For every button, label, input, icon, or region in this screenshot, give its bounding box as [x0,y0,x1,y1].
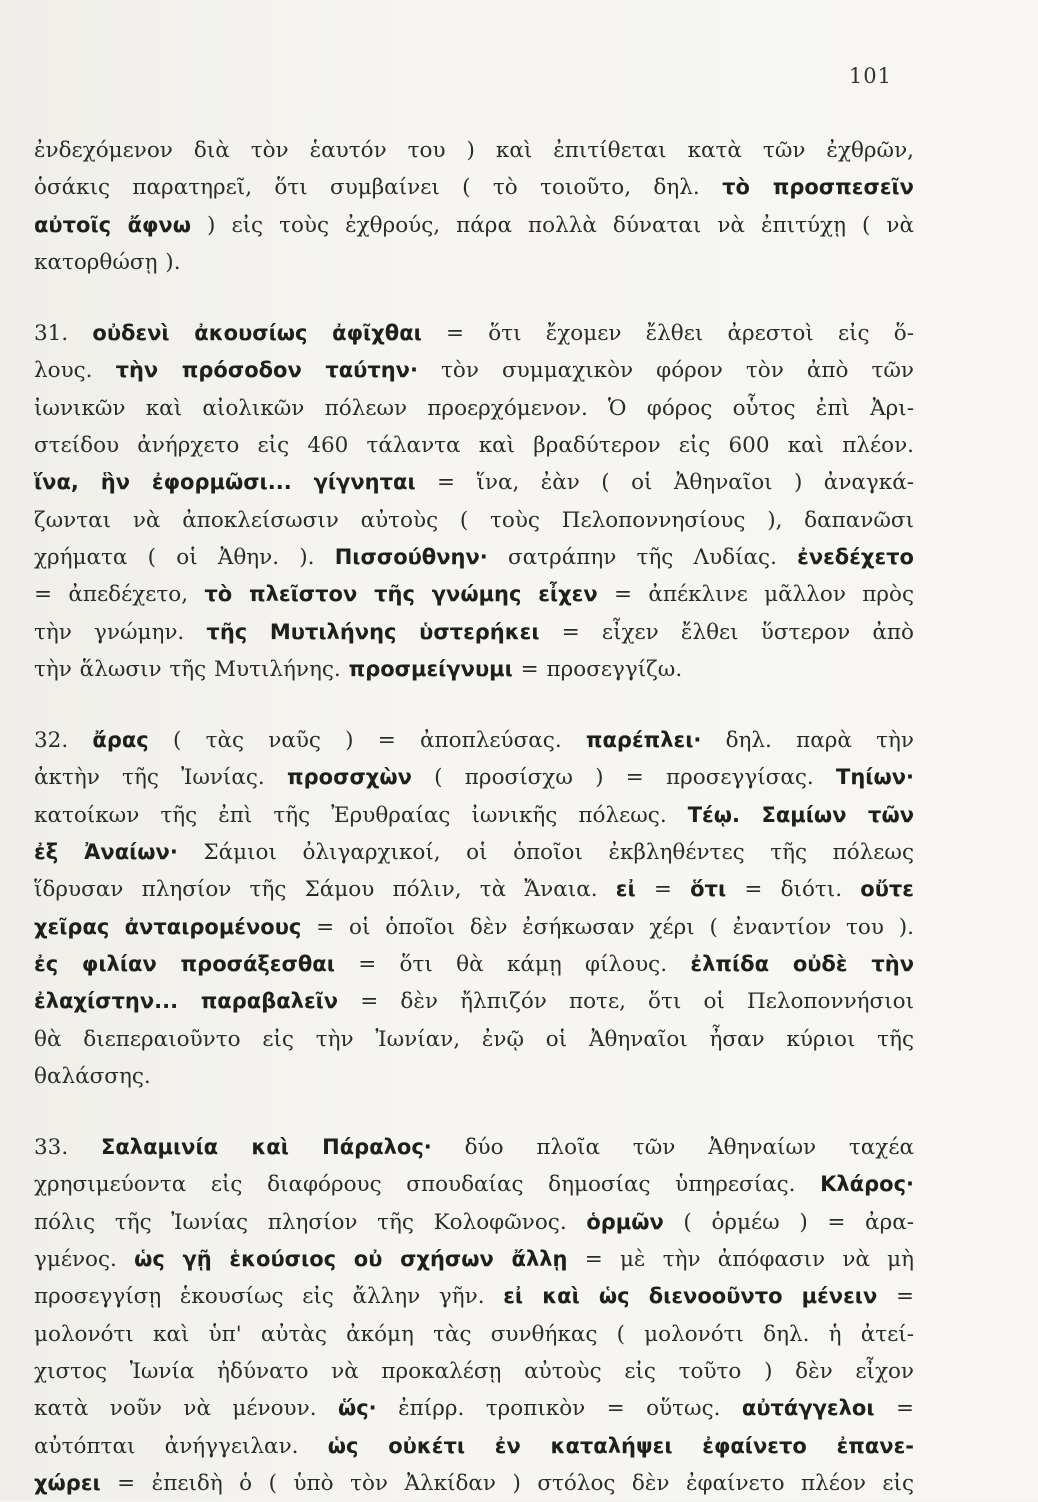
gloss-text: ( ὁρμέω ) = ἀρα- [663,1209,914,1235]
text-line [34,1428,914,1465]
lemma-term: οὔτε [860,877,914,902]
gloss-text: ( τὰς ναῦς ) = ἀποπλεύσας. [148,728,586,754]
text-line [34,614,914,651]
text-line [34,1316,914,1353]
lemma-term: αὐτάγγελοι [741,1396,875,1421]
gloss-text: σατράπην τῆς Λυδίας. [487,544,798,570]
gloss-text: ἵδρυσαν πλησίον τῆς Σάμου πόλιν, τὰ Ἄναια. [34,877,616,903]
gloss-text: = [877,1284,914,1310]
lemma-term: ὅτι [690,877,727,902]
lemma-term: ἐλαχίστην... παραβαλεῖν [34,989,339,1014]
gloss-text: = ἐπειδὴ ὁ ( ὑπὸ τὸν Ἀλκίδαν ) στόλος δὲν ἐφαίνετο πλέον εἰς [100,1470,914,1496]
text-line [34,797,914,834]
lemma-term: ὡς γῇ ἑκούσιος οὐ σχήσων ἄλλῃ [134,1247,568,1272]
gloss-text: αὐτόπται ἀνήγγειλαν. [34,1433,328,1459]
commentary-text [34,132,914,1502]
gloss-text: θὰ διεπεραιοῦντο εἰς τὴν Ἰωνίαν, ἐνῷ οἱ Ἀθηναῖοι ἦσαν κύριοι τῆς [34,1026,914,1052]
lemma-term: εἰ [615,877,636,902]
gloss-text: = ὅτι ἔχομεν ἔλθει ἀρεστοὶ εἰς ὅ- [421,321,914,347]
gloss-text: = δὲν ἤλπιζόν ποτε, ὅτι οἱ Πελοποννήσιοι [338,989,915,1015]
lemma-term: προσμείγνυμι [348,656,513,681]
gloss-text: χιστος Ἰωνία ἠδύνατο νὰ προκαλέσῃ αὐτοὺς εἰς τοῦτο ) δὲν εἶχον [34,1358,914,1384]
lemma-term: ὥς· [337,1396,377,1421]
lemma-term: Τηίων· [836,765,914,790]
text-line [34,722,914,759]
lemma-term: τὸ πλεῖστον τῆς γνώμης εἶχεν [204,582,598,607]
lemma-term: Τέῳ. Σαμίων τῶν [687,802,915,827]
text-line [34,1278,914,1315]
gloss-text: = εἶχεν ἔλθει ὕστερον ἀπὸ [539,619,914,645]
text-line [34,1204,914,1241]
gloss-text: 32. [34,728,93,754]
lemma-term: Σαλαμινία καὶ Πάραλος· [101,1135,432,1160]
lemma-term: οὐδενὶ ἀκουσίως ἀφῖχθαι [92,321,422,346]
gloss-text: κατὰ νοῦν νὰ μένουν. [34,1396,338,1422]
text-line [34,169,914,206]
text-line [34,352,914,389]
gloss-text: κατορθώσῃ ). [34,249,181,275]
text-line [34,464,914,501]
text-line [34,1241,914,1278]
page-number: 101 [848,64,892,88]
gloss-text: = ἀπεδέχετο, [34,582,205,608]
gloss-text: ἐνδεχόμενον διὰ τὸν ἑαυτόν του ) καὶ ἐπιτίθεται κατὰ τῶν ἐχθρῶν, [34,138,914,163]
lemma-term: προσσχὼν [287,765,412,790]
text-line [34,244,914,281]
gloss-text: ἐπίρρ. τροπικὸν = οὕτως. [376,1396,742,1422]
text-line [34,871,914,908]
lemma-term: αὐτοῖς ἄφνω [34,212,191,237]
lemma-term: ἐξ Ἀναίων· [34,840,178,865]
lemma-term: τὴν πρόσοδον ταύτην· [115,358,418,383]
gloss-text: δηλ. παρὰ τὴν [701,728,914,754]
gloss-text: ἰωνικῶν καὶ αἰολικῶν πόλεων προερχόμενον. Ὁ φόρος οὗτος ἐπὶ Ἀρι- [34,395,914,421]
text-line [34,1390,914,1427]
gloss-text: στείδου ἀνήρχετο εἰς 460 τάλαντα καὶ βραδύτερον εἰς 600 καὶ πλέον. [34,433,914,459]
text-line [34,207,914,244]
text-line [34,390,914,427]
lemma-term: τὸ προσπεσεῖν [722,175,914,200]
gloss-text: χρησιμεύοντα εἰς διαφόρους σπουδαίας δημοσίας ὑπηρεσίας. [34,1172,821,1198]
text-line [34,1465,914,1502]
gloss-text: δύο πλοῖα τῶν Ἀθηναίων ταχέα [431,1135,914,1161]
text-line [34,946,914,983]
gloss-text: = οἱ ὁποῖοι δὲν ἐσήκωσαν χέρι ( ἐναντίον του ). [301,914,914,940]
gloss-text: τὸν συμμαχικὸν φόρον τὸν ἀπὸ τῶν [417,358,914,384]
text-line [34,1021,914,1058]
lemma-term: ἐς φιλίαν προσάξεσθαι [34,951,335,976]
gloss-text: μολονότι καὶ ὑπ' αὐτὰς ἀκόμη τὰς συνθήκας ( μολονότι δηλ. ἡ ἀτεί- [34,1321,914,1347]
paragraph-gap [34,688,914,722]
text-line [34,1129,914,1166]
text-line [34,427,914,464]
text-line [34,1058,914,1095]
gloss-text: 31. [34,321,93,347]
gloss-text: = [874,1396,914,1422]
gloss-text: ὁσάκις παρατηρεῖ, ὅτι συμβαίνει ( τὸ τοιοῦτο, δηλ. [34,175,723,201]
gloss-text: = προσεγγίζω. [512,656,683,682]
gloss-text: ) εἰς τοὺς ἐχθρούς, πάρα πολλὰ δύναται νὰ ἐπιτύχῃ ( νὰ [191,212,914,238]
gloss-text: = ἵνα, ἐὰν ( οἱ Ἀθηναῖοι ) ἀναγκά- [415,470,914,496]
text-line [34,132,914,169]
lemma-term: χεῖρας ἀνταιρομένους [34,914,302,939]
lemma-term: Πισσούθνην· [334,544,488,569]
gloss-text: γμένος. [34,1247,135,1273]
gloss-text: ζωνται νὰ ἀποκλείσωσιν αὐτοὺς ( τοὺς Πελοποννησίους ), δαπανῶσι [34,507,914,533]
text-line [34,315,914,352]
gloss-text: 33. [34,1135,102,1161]
text-line [34,539,914,576]
gloss-text: λους. [34,358,116,384]
text-line [34,1353,914,1390]
gloss-text: = ὅτι θὰ κάμῃ φίλους. [334,951,691,977]
gloss-text: πόλις τῆς Ἰωνίας πλησίον τῆς Κολοφῶνος. [34,1209,587,1235]
lemma-term: χώρει [34,1470,101,1495]
gloss-text: = μὲ τὴν ἀπόφασιν νὰ μὴ [567,1247,914,1273]
lemma-term: παρέπλει· [585,728,702,753]
text-line [34,576,914,613]
gloss-text: τὴν ἅλωσιν τῆς Μυτιλήνης. [34,656,349,682]
lemma-term: τῆς Μυτιλήνης ὑστερήκει [206,619,540,644]
lemma-term: Κλάρος· [820,1172,914,1197]
gloss-text: Σάμιοι ὀλιγαρχικοί, οἱ ὁποῖοι ἐκβληθέντες τῆς πόλεως [177,840,914,866]
lemma-term: ἵνα, ἣν ἐφορμῶσι... γίγνηται [34,470,416,495]
text-line [34,983,914,1020]
text-line [34,651,914,688]
paragraph-gap [34,1095,914,1129]
lemma-term: ἄρας [92,728,149,753]
text-line [34,502,914,539]
lemma-term: εἰ καὶ ὡς διενοοῦντο μένειν [503,1284,878,1309]
gloss-text: ( προσίσχω ) = προσεγγίσας. [411,765,836,791]
paragraph-gap [34,281,914,315]
gloss-text: = ἀπέκλινε μᾶλλον πρὸς [597,582,914,608]
gloss-text: χρήματα ( οἱ Ἀθην. ). [34,544,335,570]
gloss-text: προσεγγίσῃ ἑκουσίως εἰς ἄλλην γῆν. [34,1284,504,1310]
lemma-term: ὡς οὐκέτι ἐν καταλήψει ἐφαίνετο ἐπανε- [327,1433,915,1458]
text-line [34,909,914,946]
lemma-term: ἐλπίδα οὐδὲ τὴν [690,951,914,976]
gloss-text: κατοίκων τῆς ἐπὶ τῆς Ἐρυθραίας ἰωνικῆς πόλεως. [34,802,688,828]
gloss-text: θαλάσσης. [34,1063,151,1089]
text-line [34,1166,914,1203]
lemma-term: ὁρμῶν [586,1209,664,1234]
text-line [34,759,914,796]
gloss-text: τὴν γνώμην. [34,619,207,645]
gloss-text: ἀκτὴν τῆς Ἰωνίας. [34,765,288,791]
text-line [34,834,914,871]
gloss-text: = [635,877,691,903]
gloss-text: = διότι. [726,877,861,903]
lemma-term: ἐνεδέχετο [797,544,914,569]
